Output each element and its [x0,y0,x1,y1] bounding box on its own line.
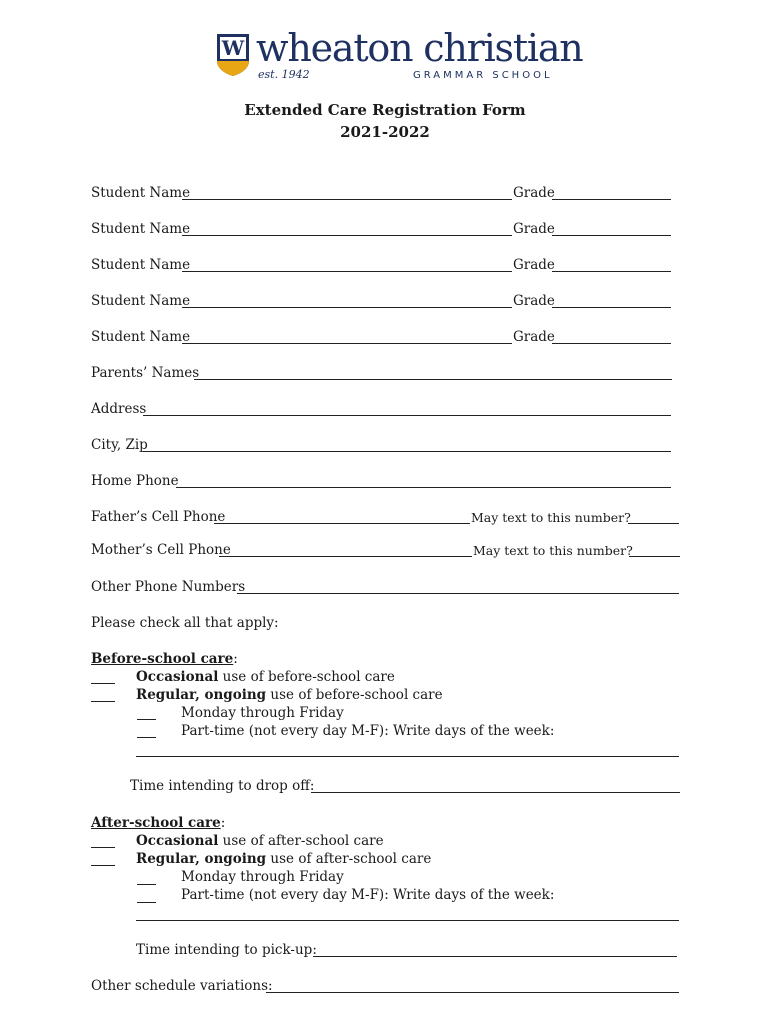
mother-cell-field[interactable] [219,556,472,557]
check-all-instruction: Please check all that apply: [91,615,279,631]
after-part-time-option: Part-time (not every day M-F): Write days of the week: [181,887,555,903]
student-name-label: Student Name [91,185,191,201]
grade-field[interactable] [552,343,671,344]
after-occasional-checkbox[interactable] [91,847,115,848]
father-may-text-field[interactable] [628,523,679,524]
form-title: Extended Care Registration Form [244,101,526,119]
drop-off-time-field[interactable] [311,792,680,793]
after-mon-fri-checkbox[interactable] [137,884,156,885]
logo-initial: W [221,36,245,60]
city-zip-field[interactable] [143,451,671,452]
student-name-field[interactable] [182,235,512,236]
before-part-time-option: Part-time (not every day M-F): Write days of the week: [181,723,555,739]
student-name-field[interactable] [182,271,512,272]
before-part-time-checkbox[interactable] [137,737,156,738]
student-name-label: Student Name [91,329,191,345]
parents-names-label: Parents’ Names [91,365,200,381]
grade-label: Grade [513,221,555,237]
after-regular-option: Regular, ongoing use of after-school care [136,851,432,867]
other-phones-label: Other Phone Numbers [91,579,246,595]
before-days-field[interactable] [136,756,679,757]
after-days-field[interactable] [136,920,679,921]
parents-names-field[interactable] [194,379,672,380]
student-name-field[interactable] [182,307,512,308]
grade-field[interactable] [552,307,671,308]
logo-established: est. 1942 [258,68,310,81]
mother-may-text-label: May text to this number? [473,543,633,558]
city-zip-label: City, Zip [91,437,148,453]
father-cell-label: Father’s Cell Phone [91,509,226,525]
after-occasional-option: Occasional use of after-school care [136,833,384,849]
father-may-text-label: May text to this number? [471,510,631,525]
logo-subtitle: GRAMMAR SCHOOL [413,70,553,81]
mother-may-text-field[interactable] [629,556,680,557]
after-school-heading: After-school care: [91,815,226,831]
student-name-label: Student Name [91,221,191,237]
before-regular-checkbox[interactable] [91,701,115,702]
grade-label: Grade [513,293,555,309]
grade-label: Grade [513,257,555,273]
student-name-label: Student Name [91,257,191,273]
grade-label: Grade [513,329,555,345]
before-regular-option: Regular, ongoing use of before-school care [136,687,443,703]
school-logo-shield [216,33,250,77]
after-part-time-checkbox[interactable] [137,902,156,903]
grade-label: Grade [513,185,555,201]
grade-field[interactable] [552,235,671,236]
other-phones-field[interactable] [237,593,679,594]
grade-field[interactable] [552,271,671,272]
other-schedule-field[interactable] [266,992,679,993]
other-schedule-label: Other schedule variations: [91,978,273,994]
drop-off-time-label: Time intending to drop off: [130,778,315,794]
student-name-field[interactable] [182,199,512,200]
before-occasional-checkbox[interactable] [91,683,115,684]
address-label: Address [91,401,147,417]
after-regular-checkbox[interactable] [91,865,115,866]
pick-up-time-label: Time intending to pick-up: [136,942,317,958]
before-occasional-option: Occasional use of before-school care [136,669,395,685]
grade-field[interactable] [552,199,671,200]
address-field[interactable] [143,415,671,416]
student-name-field[interactable] [182,343,512,344]
mother-cell-label: Mother’s Cell Phone [91,542,231,558]
form-year: 2021-2022 [340,123,430,141]
before-mon-fri-checkbox[interactable] [137,719,156,720]
home-phone-field[interactable] [176,487,671,488]
home-phone-label: Home Phone [91,473,179,489]
pick-up-time-field[interactable] [313,956,677,957]
father-cell-field[interactable] [214,523,470,524]
after-mon-fri-option: Monday through Friday [181,869,344,885]
logo-wordmark: wheaton christian [256,26,583,70]
before-mon-fri-option: Monday through Friday [181,705,344,721]
before-school-heading: Before-school care: [91,651,238,667]
student-name-label: Student Name [91,293,191,309]
